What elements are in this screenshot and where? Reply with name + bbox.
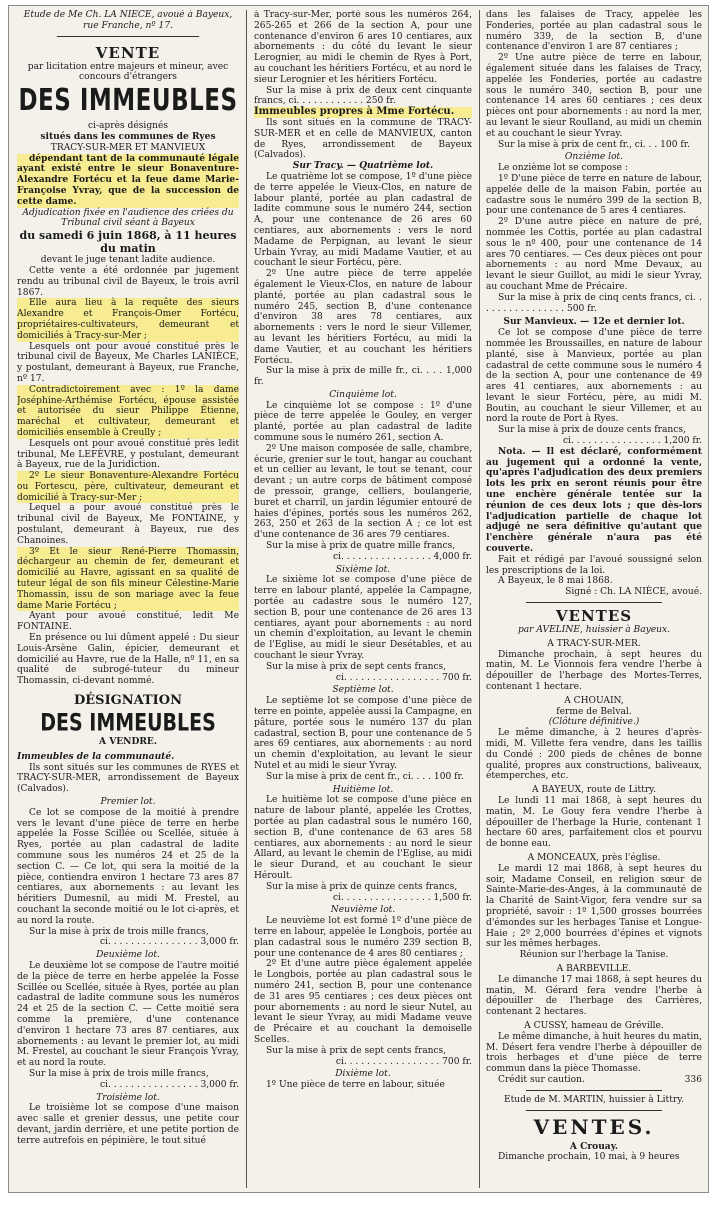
paragraph: Sur la mise à prix de quatre mille francs, <box>266 541 456 552</box>
paragraph: 2º Une autre pièce de terre en labour, également située dans les falaises de Tracy, appelée les Fonderies, portée au cadastre sous le numéro 340, section B, pour une contenance 14 ares 60 centiares ; ces deux pièces ont pour abornements : au nord la mer, au levant le sieur Roulland, au midi un chemin et au couchant le sieur Yvray. <box>486 53 702 139</box>
paragraph: Le même dimanche, à huit heures du matin, M. Désert fera vendre l'herbe à dépouiller de trois herbages et d'une pièce de terre commun dans la pièce Thomasse. <box>486 1031 702 1075</box>
price-line: ci. . . . . . . . . . . . . . . . 1,500 fr. <box>332 892 472 903</box>
section-heading: Immeubles de la communauté. <box>17 750 175 762</box>
column-rule <box>246 10 247 1188</box>
highlighted-paragraph: 2º Le sieur Bonaventure-Alexandre Fortécu ou Fortescu, père, cultivateur, demeurant et domicilié à Tracy-sur-Mer ; <box>17 471 239 503</box>
paragraph: à Tracy-sur-Mer, porté sous les numéros 264, 265-265 et 266 de la section A, pour une contenance d'environ 6 ares 10 centiares, aux abornements : du côté du levant le sieur Lerognier, au midi le chemin de Ryes à Port, au couchant les héritiers Fortécu, et au nord le sieur Lerognier et les héritiers Fortécu. <box>254 10 472 85</box>
price-line: ci. . . . . . . . . . . . . . . . 3,000 fr. <box>99 1079 239 1090</box>
heading-immeubles: DES IMMEUBLES <box>18 84 238 118</box>
paragraph: En présence ou lui dûment appelé : Du sieur Louis-Arsène Galin, épicier, demeurant et domicilié au Havre, rue de la Halle, nº 11, en sa qualité de subrogé-tuteur du mineur Thomassin, ci-devant nommé. <box>17 633 239 687</box>
highlighted-paragraph: Contradictoirement avec : 1º la dame Joséphine-Arthémise Fortécu, épouse assistée et autorisée du sieur Philippe Étienne, maréchal et cultivateur, demeurant et domiciliés ensemble à Creully ; <box>17 384 239 438</box>
paragraph: TRACY-SUR-MER ET MANVIEUX <box>50 142 206 153</box>
place-heading: A BAYEUX, route de Littry. <box>531 785 657 796</box>
paragraph: Le cinquième lot se compose : 1º d'une pièce de terre appelée le Gouley, en verger planté, portée au plan cadastral de ladite commune sous le numéro 261, section A. <box>254 400 472 444</box>
price-line: ci. . . . . . . . . . . . . . . . 1,200 fr. <box>562 436 702 447</box>
paragraph: Lesquels ont pour avoué constitué près ledit tribunal, Me LEFÈVRE, y postulant, demeurant à Bayeux, rue de la Juridiction. <box>17 438 239 471</box>
paragraph: Le même dimanche, à 2 heures d'après-midi, M. Villette fera vendre, dans les taillis du Condé : 200 pieds de chênes de bonne qualité, propres aux constructions, baliveaux, étemperches, etc. <box>486 728 702 782</box>
lot-heading: Sur Tracy. — Quatrième lot. <box>292 160 434 172</box>
paragraph: 1º Une pièce de terre en labour, située <box>266 1080 445 1091</box>
study-header: Etude de Me Ch. LA NIÈCE, avoué à Bayeux, rue Franche, nº 17. <box>23 10 233 31</box>
paragraph: 2º Une autre pièce de terre appelée également le Vieux-Clos, en nature de labour planté, portée au plan cadastral sous le numéro 245, section B, d'une contenance d'environ 38 ares 78 centiares, aux abornements : vers le nord le sieur Villemer, au levant les héritiers Fortécu, au midi la dame Vautier, et au couchant les héritiers Fortécu. <box>254 269 472 366</box>
lot-heading: Troisième lot. <box>96 1092 160 1103</box>
paragraph: Sur la mise à prix de sept cents francs, <box>266 661 447 672</box>
paragraph: Le sixième lot se compose d'une pièce de terre en labour planté, appelée la Campagne, portée au cadastre sous le numéro 127, section B, pour une contenance de 26 ares 13 centiares, ayant pour abornements : au nord un chemin d'exploitation, au levant le chemin de l'Eglise, au midi le sieur Desétables, et au couchant le sieur Yvray. <box>254 575 472 662</box>
price-line: ci. . . . . . . . . . . . . . . . . 700 fr. <box>335 672 472 683</box>
column-1 <box>17 10 239 1188</box>
place-heading: A Crouay. <box>569 1140 619 1152</box>
divider <box>526 1110 662 1111</box>
study-header: Etude de M. MARTIN, huissier à Littry. <box>503 1094 685 1105</box>
price-line: ci. . . . . . . . . . . . . . . . 3,000 fr. <box>99 937 239 948</box>
column-rule <box>479 10 480 1188</box>
paragraph: Ce lot se compose d'une pièce de terre nommée les Broussailles, en nature de labour planté, sise à Manvieux, portée au plan cadastral de cette commune sous le numéro 4 de la section A, pour une contenance de 49 ares 41 centiares, aux abornements : au levant le sieur Fortécu, père, au midi M. Boutin, au couchant le sieur Villemer, et au nord la route de Port à Ryes. <box>486 328 702 425</box>
paragraph: Le onzième lot se compose : <box>498 163 628 174</box>
heading-ventes-2: VENTES. <box>533 1114 655 1139</box>
paragraph: Sur la mise à prix de mille fr., ci. . . . 1,000 fr. <box>254 366 472 388</box>
paragraph: Le septième lot se compose d'une pièce de terre en pointe, appelée aussi la Campagne, en pâture, portée sous le numéro 137 du plan cadastral, section B, pour une contenance de 5 ares 69 centiares, aux abornements : au nord un chemin d'exploitation, au levant le sieur Nutel et au midi le sieur Yvray. <box>254 696 472 771</box>
lot-heading: Cinquième lot. <box>329 389 397 400</box>
paragraph: 2º Et d'une autre pièce également appelée le Longbois, portée au plan cadastral sous le numéro 241, section B, pour une contenance de 31 ares 95 centiares ; ces deux pièces ont pour abornements : au nord le sieur Nutel, au levant le sieur Yvray, au midi Madame veuve de Précaire et au couchant la demoiselle Scelles. <box>254 959 472 1045</box>
lot-heading: Neuvième lot. <box>330 905 396 916</box>
paragraph: Dimanche prochain, à sept heures du matin, M. Le Vionnois fera vendre l'herbe à dépouiller de l'herbage des Mortes-Terres, contenant 1 hectare. <box>486 649 702 693</box>
paragraph: Le quatrième lot se compose, 1º d'une pièce de terre appelée le Vieux-Clos, en nature de labour planté, portée au plan cadastral de ladite commune sous le numéro 244, section A, pour une contenance de 26 ares 60 centiares, aux abornements : vers le nord Madame de Perpignan, au levant le sieur Urbain Yvray, au midi Madame Vautier, et au couchant le sieur Fortécu, père. <box>254 171 472 269</box>
newspaper-page <box>8 5 709 1193</box>
paragraph: Dimanche prochain, 10 mai, à 9 heures <box>498 1152 680 1163</box>
paragraph: (Clôture définitive.) <box>548 717 640 728</box>
price-line: ci. . . . . . . . . . . . . . . . . 700 fr. <box>335 1056 472 1067</box>
paragraph: par AVELINE, huissier à Bayeux. <box>517 625 671 636</box>
paragraph: 2º D'une autre pièce en nature de pré, nommée les Cottis, portée au plan cadastral sous le nº 400, pour une contenance de 14 ares 70 centiares. — Ces deux pièces ont pour abornements : au nord Mme Devaux, au levant le sieur Guillot, au midi le sieur Yvray, au couchant Mme de Précaire. <box>486 217 702 292</box>
divider <box>57 36 199 37</box>
paragraph: Fait et rédigé par l'avoué soussigné selon les prescriptions de la loi. <box>486 554 702 576</box>
paragraph: Lequel a pour avoué constitué près le tribunal civil de Bayeux, Me FONTAINE, y postulant, demeurant à Bayeux, rue des Chanoines. <box>17 503 239 546</box>
ad-number: 336 <box>684 1074 702 1085</box>
paragraph: Le troisième lot se compose d'une maison avec salle et grenier dessus, une petite cour devant, jardin derrière, et une petite portion de terre autrefois en pépinière, le tout situé <box>17 1103 239 1146</box>
place-heading: A BARBEVILLE. <box>556 963 632 974</box>
lot-heading: Sur Manvieux. — 12e et dernier lot. <box>503 316 685 328</box>
divider <box>526 1090 662 1091</box>
lot-heading: Onzième lot. <box>564 152 624 163</box>
divider <box>526 602 662 603</box>
paragraph: Le lundi 11 mai 1868, à sept heures du matin, M. Le Gouy fera vendre l'herbe à dépouiller de l'herbage la Hurie, contenant 1 hectare 60 ares, parfaitement clos et pourvu de bonne eau. <box>486 795 702 850</box>
price-line: ci. . . . . . . . . . . . . . . . 4,000 fr. <box>332 551 472 562</box>
paragraph: Le huitième lot se compose d'une pièce en nature de labour planté, appelée les Crottes, portée au plan cadastral sous le numéro 160, section B, d'une contenance de 63 ares 58 centiares, aux abornements : au nord le sieur Allard, au levant le chemin de l'Eglise, au midi le sieur Durand, et au couchant le sieur Héroult. <box>254 795 472 881</box>
paragraph: Sur la mise à prix de quinze cents francs, <box>266 881 458 892</box>
place-heading: A MONCEAUX, près l'église. <box>527 852 661 863</box>
paragraph: Réunion sur l'herbage la Tanise. <box>519 950 669 961</box>
place-heading: A CHOUAIN, <box>564 695 624 706</box>
paragraph: Sur la mise à prix de douze cents francs, <box>498 425 686 436</box>
paragraph: Sur la mise à prix de deux cent cinquante francs, ci. . . . . . . . . . . . 250 fr. <box>254 85 472 107</box>
paragraph: devant le juge tenant ladite audience. <box>40 255 216 266</box>
paragraph: A VENDRE. <box>98 736 158 748</box>
paragraph: Cette vente a été ordonnée par jugement rendu au tribunal civil de Bayeux, le trois avril 1867. <box>17 265 239 298</box>
place-heading: A TRACY-SUR-MER. <box>547 638 641 649</box>
paragraph: Sur la mise à prix de cent fr., ci. . . 100 fr. <box>498 139 690 150</box>
auction-date: du samedi 6 juin 1868, à 11 heures du matin <box>19 229 237 256</box>
paragraph: Le dimanche 17 mai 1868, à sept heures du matin, M. Gérard fera vendre l'herbe à dépouiller de l'herbage des Carrières, contenant 2 hectares. <box>486 974 702 1018</box>
highlighted-paragraph: Elle aura lieu à la requête des sieurs Alexandre et François-Omer Fortécu, propriétaires-cultivateurs, demeurant et domiciliés à Tracy-sur-Mer ; <box>17 298 239 341</box>
heading-ventes: VENTES <box>555 607 633 626</box>
heading-designation: DÉSIGNATION <box>74 693 182 709</box>
paragraph: Sur la mise à prix de trois mille francs, <box>29 1068 209 1079</box>
heading-vente: VENTE <box>95 43 161 62</box>
paragraph: dans les falaises de Tracy, appelée les Fonderies, portée au plan cadastral sous le numéro 339, de la section B, d'une contenance d'environ 1 are 87 centiares ; <box>486 10 702 53</box>
paragraph: Sur la mise à prix de cinq cents francs, ci. . . . . . . . . . . . . . . . 500 fr. <box>486 292 702 314</box>
highlighted-paragraph: dépendant tant de la communauté légale ayant existé entre le sieur Bonaventure-Alexandre Fortécu et la feue dame Marie-Françoise Yvray, que de la succession de cette dame. <box>17 152 239 207</box>
paragraph: Ce lot se compose de la moitié à prendre vers le levant d'une pièce de terre en herbe appelée la Fosse Scillée ou Scellée, située à Ryes, portée au plan cadastral de ladite commune sous les numéros 24 et 25 de la section C. — Ce lot, qui sera la moitié de la pièce, contiendra environ 1 hectare 73 ares 87 centiares, aux abornements : au levant les héritiers Dumesnil, au midi M. Frestel, au couchant la seconde moitié ou le lot ci-après, et au nord la route. <box>17 807 239 926</box>
section-heading: Immeubles propres à Mme Fortécu. <box>254 107 472 118</box>
paragraph: Ils sont situés sur les communes de RYES et TRACY-SUR-MER, arrondissement de Bayeux (Calvados). <box>17 762 239 795</box>
lot-heading: Dixième lot. <box>335 1069 391 1080</box>
lot-heading: Sixième lot. <box>335 564 391 575</box>
paragraph: Le mardi 12 mai 1868, à sept heures du soir, Madame Conseil, en religion sœur de Sainte-Marie-des-Anges, à la communauté de la Charité de Saint-Vigor, fera vendre sur sa propriété, savoir : 1º 1,500 grosses bourrées d'émondes sur les herbages Tanise et Longue-Haie ; 2º 2,000 bourrées d'épines et vignots sur les mêmes herbages. <box>486 863 702 950</box>
credit-line <box>486 1075 702 1086</box>
highlighted-paragraph: 3º Et le sieur René-Pierre Thomassin, déchargeur au chemin de fer, demeurant et domicilié au Havre, agissant en sa qualité de tuteur légal de son fils mineur Célestine-Marie Thomassin, issu de son mariage avec la feue dame Marie Fortécu ; <box>17 546 239 611</box>
column-2 <box>254 10 472 1188</box>
lot-heading: Deuxième lot. <box>96 950 160 961</box>
paragraph: Ayant pour avoué constitué, ledit Me FONTAINE. <box>17 611 239 633</box>
paragraph: Le neuvième lot est formé 1º d'une pièce de terre en labour, appelée le Longbois, portée au plan cadastral sous le numéro 239 section B, pour une contenance de 4 ares 80 centiares ; <box>254 916 472 959</box>
paragraph: 2º Une maison composée de salle, chambre, écurie, grenier sur le tout, hangar au couchant et un cellier au levant, le tout se tenant, cour devant ; un autre corps de bâtiment composé de pressoir, grange, celliers, boulangerie, buret et charril, un jardin légumier entouré de haies d'épines, portés sous les numéros 262, 263, 250 et 263 de la section A ; ce lot est d'une contenance de 36 ares 79 centiares. <box>254 443 472 541</box>
lot-heading: Premier lot. <box>100 797 156 808</box>
place-heading: A CUSSY, hameau de Gréville. <box>524 1020 664 1031</box>
heading-immeubles-2: DES IMMEUBLES <box>40 709 216 737</box>
nota-paragraph: Nota. — Il est déclaré, conformément au jugement qui a ordonné la vente, qu'après l'adjudication des deux premiers lots les prix en seront réunis pour être une enchère générale tentée sur la réunion de ces deux lots ; que dès-lors l'adjudication partielle de chaque lot adjugé ne sera définitive qu'autant que l'enchère générale n'aura pas été couverte. <box>486 445 702 555</box>
paragraph: Sur la mise à prix de trois mille francs, <box>29 926 209 937</box>
column-3 <box>486 10 702 1188</box>
signature-line: Signé : Ch. LA NIÈCE, avoué. <box>565 587 702 598</box>
paragraph: Lesquels ont pour avoué constitué près le tribunal civil de Bayeux, Me Charles LANIÈCE, y postulant, demeurant à Bayeux, rue Franche, nº 17. <box>17 341 239 384</box>
credit-text: Crédit sur caution. <box>498 1074 585 1085</box>
paragraph: par licitation entre majeurs et mineur, avec concours d'étrangers <box>27 61 229 83</box>
paragraph: 1º D'une pièce de terre en nature de labour, appelée delle de la maison Fabin, portée au cadastre sous le numéro 399 de la section B, pour une contenance de 5 ares 4 centiares. <box>486 173 702 217</box>
lot-heading: Septième lot. <box>332 685 394 696</box>
paragraph: ferme de Belval. <box>556 706 632 717</box>
paragraph: A Bayeux, le 8 mai 1868. <box>498 576 613 587</box>
paragraph: Sur la mise à prix de sept cents francs, <box>266 1045 447 1056</box>
paragraph: Le deuxième lot se compose de l'autre moitié de la pièce de terre en herbe appelée la Fosse Scillée ou Scellée, située à Ryes, portée au plan cadastral de ladite commune sous les numéros 24 et 25 de la section C. — Cette moitié sera comme la première, d'une contenance d'environ 1 hectare 73 ares 87 centiares, aux abornements : au levant le premier lot, au midi M. Frestel, au couchant le sieur François Yvray, et au nord la route. <box>17 960 239 1069</box>
paragraph: ci-après désignés <box>87 121 169 132</box>
paragraph: Adjudication fixée en l'audience des criées du Tribunal civil séant à Bayeux <box>22 207 234 229</box>
lot-heading: Huitième lot. <box>332 784 394 795</box>
paragraph: Sur la mise à prix de cent fr., ci. . . . 100 fr. <box>266 771 464 782</box>
paragraph: Ils sont situés en la commune de TRACY-SUR-MER et en celle de MANVIEUX, canton de Ryes, arrondissement de Bayeux (Calvados). <box>254 117 472 161</box>
paragraph: situés dans les communes de Ryes <box>40 130 216 142</box>
